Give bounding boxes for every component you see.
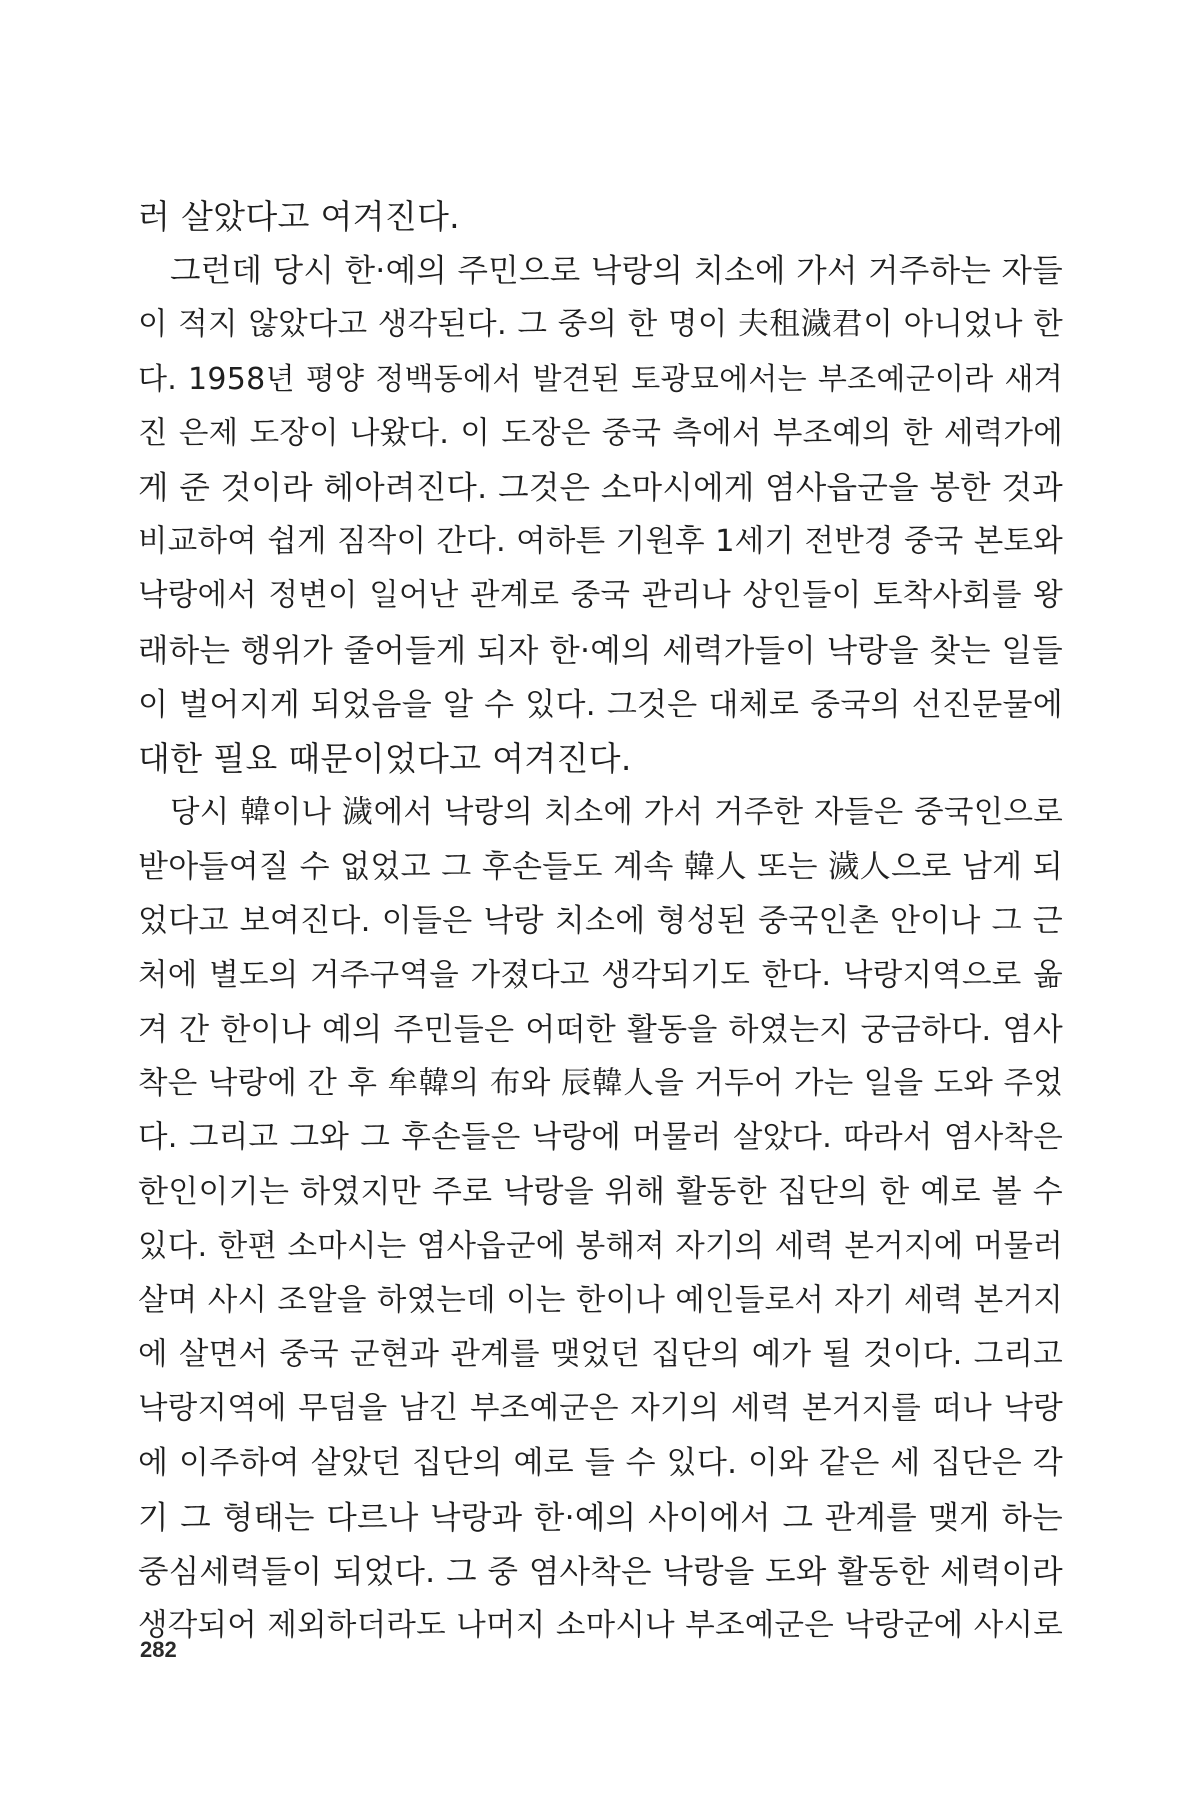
text-line: 생각되어 제외하더라도 나머지 소마시나 부조예군은 낙랑군에 사시로 (138, 1607, 1063, 1643)
text-line: 대한 필요 때문이었다고 여겨진다. (138, 738, 632, 778)
text-line: 러 살았다고 여겨진다. (138, 197, 460, 236)
text-line: 이 적지 않았다고 생각된다. 그 중의 한 명이 夫租濊君이 아니었나 한 (138, 307, 1063, 343)
text-line: 진 은제 도장이 나왔다. 이 도장은 중국 측에서 부조예의 한 세력가에 (138, 415, 1063, 451)
text-line: 다. 1958년 평양 정백동에서 발견된 토광묘에서는 부조예군이라 새겨 (138, 361, 1063, 397)
page-number: 282 (140, 1637, 177, 1662)
text-line: 있다. 한편 소마시는 염사읍군에 봉해져 자기의 세력 본거지에 머물러 (138, 1228, 1063, 1264)
text-line: 낙랑지역에 무덤을 남긴 부조예군은 자기의 세력 본거지를 떠나 낙랑 (138, 1391, 1063, 1427)
text-line: 었다고 보여진다. 이들은 낙랑 치소에 형성된 중국인촌 안이나 그 근 (138, 903, 1063, 940)
text-line: 기 그 형태는 다르나 낙랑과 한·예의 사이에서 그 관계를 맺게 하는 (138, 1499, 1063, 1536)
text-line: 에 이주하여 살았던 집단의 예로 들 수 있다. 이와 같은 세 집단은 각 (138, 1445, 1063, 1482)
text-line: 에 살면서 중국 군현과 관계를 맺었던 집단의 예가 될 것이다. 그리고 (138, 1336, 1063, 1372)
text-line: 받아들여질 수 없었고 그 후손들도 계속 韓人 또는 濊人으로 남게 되 (138, 849, 1063, 886)
paragraph-start-line: 당시 韓이나 濊에서 낙랑의 치소에 가서 거주한 자들은 중국인으로 (170, 795, 1063, 831)
text-line: 래하는 행위가 줄어들게 되자 한·예의 세력가들이 낙랑을 찾는 일들 (138, 632, 1063, 669)
text-line: 살며 사시 조알을 하였는데 이는 한이나 예인들로서 자기 세력 본거지 (138, 1282, 1063, 1318)
text-line: 한인이기는 하였지만 주로 낙랑을 위해 활동한 집단의 한 예로 볼 수 (138, 1174, 1063, 1211)
text-line: 중심세력들이 되었다. 그 중 염사착은 낙랑을 도와 활동한 세력이라 (138, 1553, 1063, 1590)
text-line: 겨 간 한이나 예의 주민들은 어떠한 활동을 하였는지 궁금하다. 염사 (138, 1011, 1063, 1048)
text-line: 낙랑에서 정변이 일어난 관계로 중국 관리나 상인들이 토착사회를 왕 (138, 578, 1063, 614)
text-line: 게 준 것이라 헤아려진다. 그것은 소마시에게 염사읍군을 봉한 것과 (138, 469, 1063, 506)
text-line: 처에 별도의 거주구역을 가졌다고 생각되기도 한다. 낙랑지역으로 옮 (138, 957, 1063, 993)
text-line: 비교하여 쉽게 짐작이 간다. 여하튼 기원후 1세기 전반경 중국 본토와 (138, 524, 1063, 560)
text-line: 이 벌어지게 되었음을 알 수 있다. 그것은 대체로 중국의 선진문물에 (138, 686, 1063, 723)
body-text (138, 190, 1063, 1653)
paragraph-start-line: 그런데 당시 한·예의 주민으로 낙랑의 치소에 가서 거주하는 자들 (170, 253, 1063, 290)
text-line: 다. 그리고 그와 그 후손들은 낙랑에 머물러 살았다. 따라서 염사착은 (138, 1120, 1063, 1156)
text-line: 착은 낙랑에 간 후 牟韓의 布와 辰韓人을 거두어 가는 일을 도와 주었 (138, 1066, 1063, 1101)
